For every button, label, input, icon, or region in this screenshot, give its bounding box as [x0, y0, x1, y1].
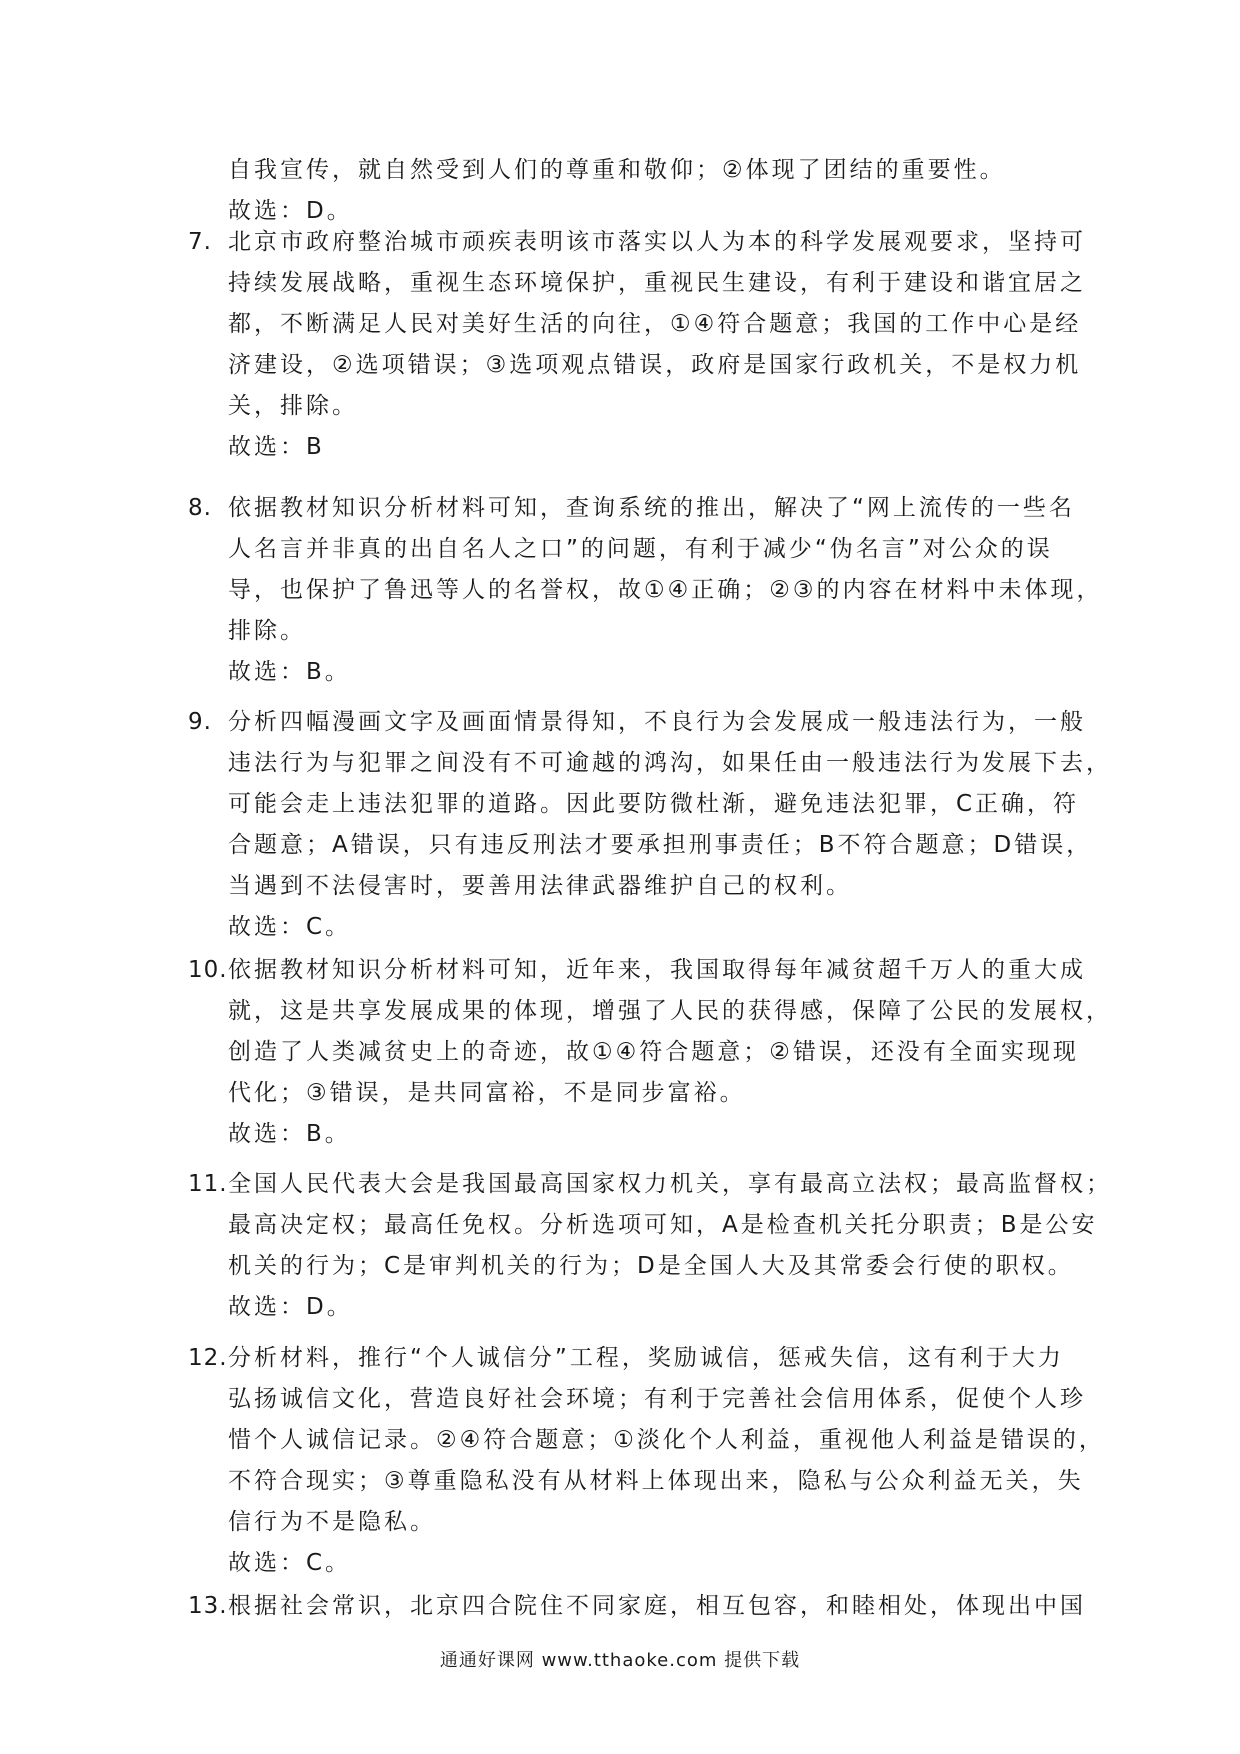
item-body — [228, 488, 1103, 693]
text-line: 都，不断满足人民对美好生活的向往，①④符合题意；我国的工作中心是经 — [228, 311, 1082, 337]
text-line: 当遇到不法侵害时，要善用法律武器维护自己的权利。 — [228, 873, 852, 899]
text-line: 北京市政府整治城市顽疾表明该市落实以人为本的科学发展观要求，坚持可 — [228, 229, 1086, 255]
answer-line: 故选：B — [228, 434, 325, 460]
item-body — [228, 222, 1086, 468]
text-line: 排除。 — [228, 618, 306, 644]
item-body — [228, 1586, 1086, 1627]
item-number: 9. — [188, 709, 212, 735]
text-line: 信行为不是隐私。 — [228, 1509, 436, 1535]
item-body — [228, 1164, 1112, 1328]
answer-line: 故选：D。 — [228, 198, 353, 224]
answer-item-12 — [188, 1338, 1105, 1584]
text-line: 关，排除。 — [228, 393, 358, 419]
answer-line: 故选：C。 — [228, 914, 352, 940]
item-number: 11. — [188, 1171, 228, 1197]
text-line: 全国人民代表大会是我国最高国家权力机关，享有最高立法权；最高监督权； — [228, 1171, 1112, 1197]
text-line: 分析四幅漫画文字及画面情景得知，不良行为会发展成一般违法行为，一般 — [228, 709, 1086, 735]
text-line: 违法行为与犯罪之间没有不可逾越的鸿沟，如果任由一般违法行为发展下去， — [228, 750, 1112, 776]
text-line: 分析材料，推行“个人诚信分”工程，奖励诚信，惩戒失信，这有利于大力 — [228, 1345, 1064, 1371]
item-number: 8. — [188, 495, 212, 521]
text-line: 最高决定权；最高任免权。分析选项可知，A是检查机关托分职责；B是公安 — [228, 1212, 1098, 1238]
text-line: 代化；③错误，是共同富裕，不是同步富裕。 — [228, 1080, 746, 1106]
text-line: 导，也保护了鲁迅等人的名誉权，故①④正确；②③的内容在材料中未体现， — [228, 577, 1103, 603]
item-number: 13. — [188, 1593, 228, 1619]
page-footer: 通通好课网 www.tthaoke.com 提供下载 — [439, 1650, 801, 1671]
text-line: 可能会走上违法犯罪的道路。因此要防微杜渐，避免违法犯罪，C正确，符 — [228, 791, 1080, 817]
item-body — [228, 702, 1112, 948]
answer-item-9 — [188, 702, 1112, 948]
item-number: 7. — [188, 229, 212, 255]
lead-paragraph — [228, 150, 1058, 232]
text-line: 济建设，②选项错误；③选项观点错误，政府是国家行政机关，不是权力机 — [228, 352, 1082, 378]
text-line: 创造了人类减贫史上的奇迹，故①④符合题意；②错误，还没有全面实现现 — [228, 1039, 1079, 1065]
text-line: 依据教材知识分析材料可知，查询系统的推出，解决了“网上流传的一些名 — [228, 495, 1075, 521]
text-line: 惜个人诚信记录。②④符合题意；①淡化个人利益，重视他人利益是错误的， — [228, 1427, 1105, 1453]
text-line: 弘扬诚信文化，营造良好社会环境；有利于完善社会信用体系，促使个人珍 — [228, 1386, 1086, 1412]
item-body — [228, 950, 1112, 1155]
text-line: 合题意；A错误，只有违反刑法才要承担刑事责任；B不符合题意；D错误， — [228, 832, 1093, 858]
answer-line: 故选：B。 — [228, 659, 351, 685]
text-line: 根据社会常识，北京四合院住不同家庭，相互包容，和睦相处，体现出中国 — [228, 1593, 1086, 1619]
text-line: 持续发展战略，重视生态环境保护，重视民生建设，有利于建设和谐宜居之 — [228, 270, 1086, 296]
answer-line: 故选：B。 — [228, 1121, 351, 1147]
answer-item-11 — [188, 1164, 1112, 1328]
item-body — [228, 1338, 1105, 1584]
text-line: 自我宣传，就自然受到人们的尊重和敬仰；②体现了团结的重要性。 — [228, 157, 1006, 183]
answer-item-10 — [188, 950, 1112, 1155]
answer-item-8 — [188, 488, 1103, 693]
answer-item-13 — [188, 1586, 1086, 1627]
text-line: 机关的行为；C是审判机关的行为；D是全国人大及其常委会行使的职权。 — [228, 1253, 1074, 1279]
answer-item-7 — [188, 222, 1086, 468]
text-line: 人名言并非真的出自名人之口”的问题，有利于减少“伪名言”对公众的误 — [228, 536, 1053, 562]
text-line: 不符合现实；③尊重隐私没有从材料上体现出来，隐私与公众利益无关，失 — [228, 1468, 1084, 1494]
text-line: 就，这是共享发展成果的体现，增强了人民的获得感，保障了公民的发展权， — [228, 998, 1112, 1024]
answer-line: 故选：D。 — [228, 1294, 353, 1320]
text-line: 依据教材知识分析材料可知，近年来，我国取得每年减贫超千万人的重大成 — [228, 957, 1086, 983]
answer-line: 故选：C。 — [228, 1550, 352, 1576]
item-number: 10. — [188, 957, 228, 983]
item-number: 12. — [188, 1345, 228, 1371]
